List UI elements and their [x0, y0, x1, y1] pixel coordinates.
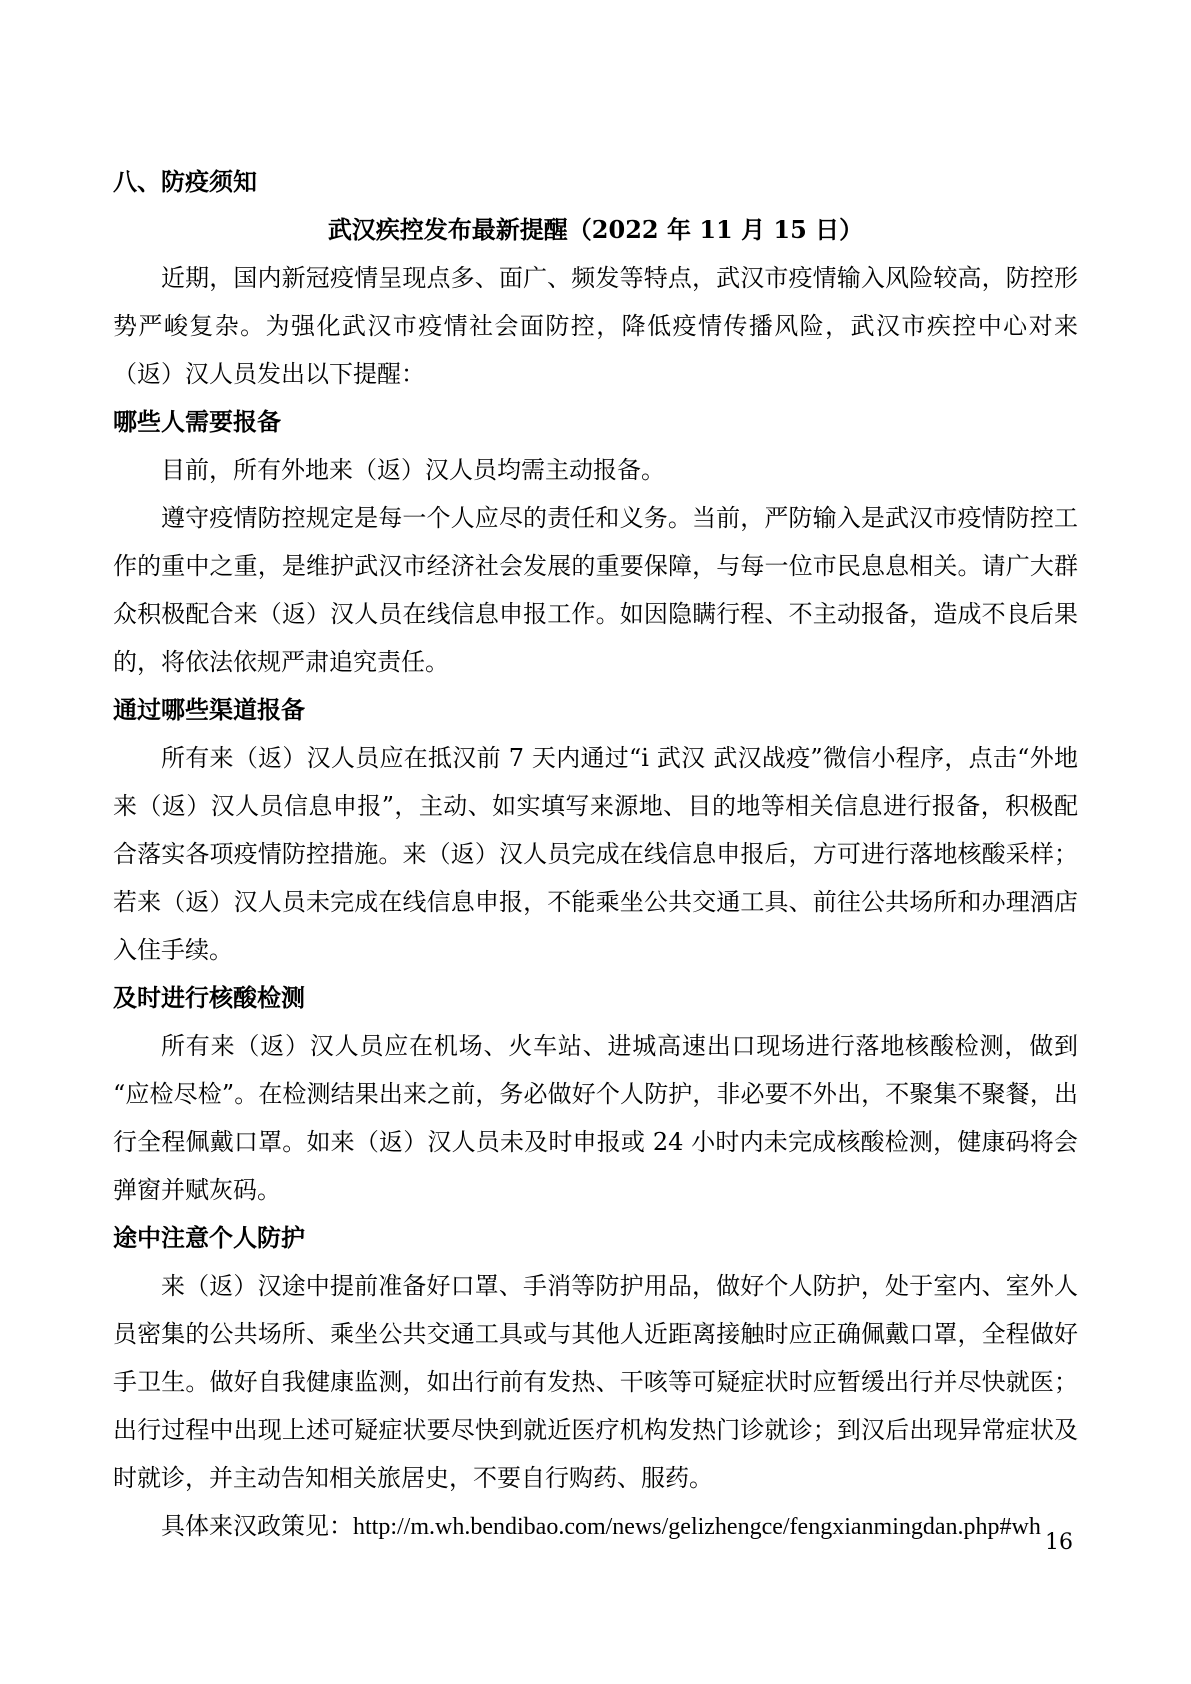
subheading-report-channel: 通过哪些渠道报备 [113, 695, 305, 724]
subheading-personal-protection: 途中注意个人防护 [113, 1223, 305, 1252]
policy-label: 具体来汉政策见： [161, 1512, 353, 1540]
paragraph-report-now: 目前，所有外地来（返）汉人员均需主动报备。 [161, 456, 665, 484]
paragraph-test-detail: 所有来（返）汉人员应在机场、火车站、进城高速出口现场进行落地核酸检测，做到“应检尽检”。在检测结果出来之前，务必做好个人防护，非必要不外出，不聚集不聚餐，出行全程佩戴口罩。如来（返）汉人员未及时申报或 24 小时内未完成核酸检测，健康码将会弹窗并赋灰码。 [113, 1032, 1078, 1204]
paragraph-protection-detail: 来（返）汉途中提前准备好口罩、手消等防护用品，做好个人防护，处于室内、室外人员密集的公共场所、乘坐公共交通工具或与其他人近距离接触时应正确佩戴口罩，全程做好手卫生。做好自我健康监测，如出行前有发热、干咳等可疑症状时应暂缓出行并尽快就医；出行过程中出现上述可疑症状要尽快到就近医疗机构发热门诊就诊；到汉后出现异常症状及时就诊，并主动告知相关旅居史，不要自行购药、服药。 [113, 1272, 1078, 1492]
subheading-nat-test: 及时进行核酸检测 [113, 983, 305, 1012]
document-title: 武汉疾控发布最新提醒（2022 年 11 月 15 日） [327, 215, 864, 244]
policy-url: http://m.wh.bendibao.com/news/gelizhengce/fengxianmingdan.php#wh [353, 1514, 1041, 1540]
paragraph-intro: 近期，国内新冠疫情呈现点多、面广、频发等特点，武汉市疫情输入风险较高，防控形势严峻复杂。为强化武汉市疫情社会面防控，降低疫情传播风险，武汉市疾控中心对来（返）汉人员发出以下提醒： [113, 264, 1078, 388]
paragraph-report-duty: 遵守疫情防控规定是每一个人应尽的责任和义务。当前，严防输入是武汉市疫情防控工作的重中之重，是维护武汉市经济社会发展的重要保障，与每一位市民息息相关。请广大群众积极配合来（返）汉人员在线信息申报工作。如因隐瞒行程、不主动报备，造成不良后果的，将依法依规严肃追究责任。 [113, 504, 1078, 676]
page-number: 16 [1045, 1530, 1073, 1555]
policy-line [113, 1502, 1078, 1551]
paragraph-channel-detail: 所有来（返）汉人员应在抵汉前 7 天内通过“i 武汉 武汉战疫”微信小程序，点击“外地来（返）汉人员信息申报”，主动、如实填写来源地、目的地等相关信息进行报备，积极配合落实各项疫情防控措施。来（返）汉人员完成在线信息申报后，方可进行落地核酸采样；若来（返）汉人员未完成在线信息申报，不能乘坐公共交通工具、前往公共场所和办理酒店入住手续。 [113, 744, 1078, 964]
subheading-who-must-report: 哪些人需要报备 [113, 407, 281, 436]
section-heading: 八、防疫须知 [113, 167, 257, 196]
